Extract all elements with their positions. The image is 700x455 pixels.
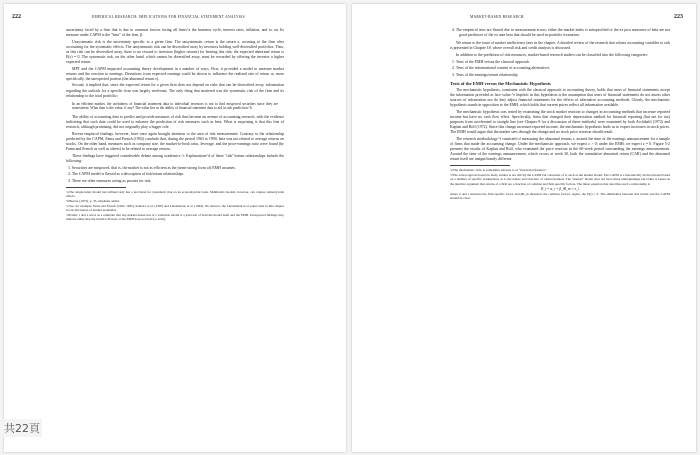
footnote-divider — [450, 165, 510, 166]
footnotes-right — [450, 168, 670, 200]
market-model-equation: R_i = α_i + β_iR_m + ε_i — [541, 187, 579, 192]
page-left — [4, 4, 346, 452]
paragraph: MPT and the CAPM impacted accounting theory development in a number of ways. First, it provided a model to measure market returns and the reaction to earnings. Deviations from expected earnings could be shown to influence the realized rate of return or, more specifically, the unexpected portion (the abnormal return ε). — [66, 66, 284, 81]
page-right — [352, 4, 696, 452]
list-item: 2. Tests of the informational content of accounting alternatives — [452, 66, 550, 71]
paragraph: The mechanistic hypothesis was tested by examining the stock market reaction to changes in accounting methods that increase reported income but have no cash flow effect. Specifically, firms that changed their depreciation method for financial reporting (but not for tax) purposes from accelerated to straight line (see Chapter 8 for a discussion of these methods) were examined by both Archibald (1972) and Kaplan and Roll (1972). Since this change increases reported income, the mechanistic hypothesis leads us to expect increases in stock prices. The EMH would argue that the market sees through the change and no stock price reaction should result. — [450, 110, 670, 135]
block-quote: In an efficient market, the usefulness of financial statement data to individual investors is not to find mispriced securities since they are nonexistent. What then is the value, if any? The value lies in the ability of financial statement data to aid in risk prediction.^b — [72, 101, 278, 111]
footnote: ^cSee, for example, Fama and French (1993, 1995), Kothari, et al. (1995) and Lakonishok, et al. (1994). We return to the Lakonishok et al. paper later in this chapter in our discussion of market anomalies. — [66, 203, 284, 212]
footnote: ^dPoints 1 and 2 serve as a reminder that any market-based test of a valuation model is a joint test of both the model itself and the EMH. Unexpected findings may indicate either that the model is flawed or the EMH does not hold (or both). — [66, 212, 284, 221]
paragraph: We return to the issue of market inefficiency later in the chapter. A detailed review of the research that relates accounting variables to risk is presented in Chapter 18, where overall risk and credit analysis is discussed. — [450, 41, 670, 51]
explanations-list — [66, 166, 284, 184]
paragraph: In addition to the prediction of risk measures, market-based research studies can be classified into the following categories: — [456, 52, 648, 57]
running-header-left: EMPIRICAL RESEARCH: IMPLICATIONS FOR FINANCIAL STATEMENT ANALYSIS — [92, 15, 245, 19]
page-number-left: 222 — [12, 14, 21, 20]
paragraph: The ability of accounting data to predict and provide measures of risk thus became an avenue of accounting research, with the evidence indicating that such data could be used to enhance the prediction of risk measures such as beta. What is surprising is that this line of research, although promising, did not originally play a bigger role. — [66, 114, 284, 130]
page-counter: 共22頁 — [2, 419, 42, 437]
footnote: where α and ε measure the firm specific factor and βR_m measures the common factors. Again, the E(ε) = 0. The similarities between this model and the CAPM should be clear. — [450, 192, 670, 201]
paragraph: These findings have triggered considerable debate among academics.^c Explanations^d of these "risk"/return relationships include the following: — [66, 153, 284, 163]
footnote: ^fThe actual approach used in many studies is not strictly the CAPM but variations of it, such as the market model. The CAPM is a theoretically derived model based on a number of specific assumptions as to the nature and structure of capital markets. The "market" model does not have these underpinnings but rather is based on the intuitive argument that returns of a firm are a function of common and firm-specific factors. The linear equation that describes such a relationship is — [450, 173, 670, 186]
footnote-divider — [66, 187, 126, 188]
list-item: 1. Tests of the EMH versus the classical approach — [452, 59, 530, 64]
list-item: 3. There are other measures acting as proxies for risk. — [68, 178, 152, 183]
categories-list — [450, 60, 670, 78]
footnote: ^bBeaver (1973), p. 35, emphasis added. — [66, 198, 120, 203]
running-header-right: MARKET-BASED RESEARCH — [470, 15, 524, 19]
paragraph: The mechanistic hypothesis, consistent with the classical approach to accounting theory, holds that users of financial statements accept the information provided at face value.^e Implicit in this hypothesis is the assumption that users of financial statements do not assess other sources of information nor do they adjust financial statements for the effects of alternative accounting methods. Clearly, the mechanistic hypothesis stands in opposition to the EMH, which holds that current prices reflect all information available. — [450, 88, 670, 108]
explanations-list-continued — [450, 28, 670, 38]
page-number-right: 223 — [674, 14, 683, 20]
paragraph: Recent empirical findings, however, have once again brought attention to the area of risk measurement. Contrary to the relationship predicted by the CAPM, Fama and French (1992) conclude that, during the period 1963 to 1990, beta was not related to average returns on stocks. On the other hand, measures such as company size, the market-to-book ratio, leverage, and the price-earnings ratio were found (by Fama and French as well as others) to be related to average returns. — [66, 131, 284, 151]
left-body-text — [66, 28, 284, 222]
paragraph: The research methodology^f consisted of measuring the abnormal returns ε, around the time of the earnings announcement for a sample of firms that made the accounting change. Under the mechanistic approach, we expect ε > 0; under the EMH, we expect ε = 0. Figure 5-2 presents the results of Kaplan and Roll, who examined the price reaction in the 60-week period surrounding the earnings announcement. Around the time of the earnings announcement, which occurs at week 30, both the cumulative abnormal return (CAR) and the abnormal return itself are insignificantly different — [450, 136, 670, 162]
paragraph: uncertainty faced by a firm that is due to common factors facing all firms^a the business cycle, interest rates, inflation, and so on. Its measure under CAPM is the "beta" of the firm, β. — [66, 28, 284, 38]
paragraph: Unsystematic risk is the uncertainty specific to a given firm. The unsystematic return is the return ε, accruing to the firm after accounting for the systematic effects. The unsystematic risk can be diversified away by investors holding well-diversified portfolios. Thus, as this risk can be diversified away, there is no reward to investors (higher returns) for bearing this risk; the expected abnormal return is E(ε) = 0. The systematic risk, on the other hand, which cannot be diversified away, must be rewarded by offering the investor a higher expected return. — [66, 39, 284, 65]
paragraph: Second, it implied that, since the expected return for a given firm does not depend on risks that can be diversified away, information regarding the outlook for a specific firm was largely irrelevant. The only thing that mattered was the systematic risk of the firm and its relationship to the total portfolio: — [66, 83, 284, 98]
list-item: 4. The empirical tests are flawed due to measurement errors; either the market index is misspecified or the ex post measures of beta are not good predictors of the ex ante beta that should be used in portfolio formation. — [452, 28, 670, 38]
section-heading: Tests of the EMH versus the Mechanistic Hypothesis — [450, 81, 551, 87]
list-item: 3. Tests of the earnings/return relationship — [452, 72, 518, 77]
footnotes-left — [66, 190, 284, 221]
right-body-text — [450, 26, 670, 201]
list-item: 2. The CAPM model is flawed as a description of risk/return relationships. — [68, 172, 185, 177]
footnote: ^aThe single-index model just defined only has a provision for systematic risk on an economywide basis. Multiindex models, however, can capture industrywide effects. — [66, 189, 284, 199]
footnote: ^eThe mechanistic view is sometimes referred to as "functional fixation." — [450, 168, 547, 173]
list-item: 1. Securities are mispriced, that is, the market is not as efficient as the (semi-strong form of) EMH assumes. — [68, 165, 236, 170]
